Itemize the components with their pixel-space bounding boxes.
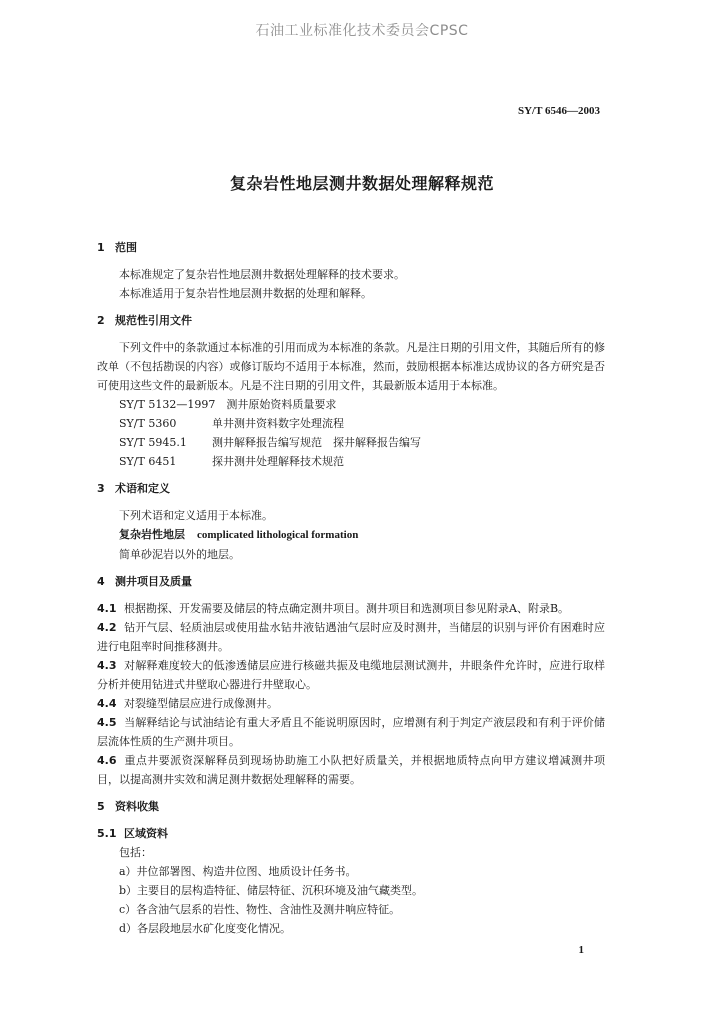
paragraph: 本标准规定了复杂岩性地层测井数据处理解释的技术要求。 (119, 268, 405, 281)
clause (97, 656, 605, 694)
reference-name: 探井测井处理解释技术规范 (212, 455, 344, 468)
section-number: 3 (97, 482, 105, 495)
term-definition: 简单砂泥岩以外的地层。 (119, 548, 240, 561)
list-item: b）主要目的层构造特征、储层特征、沉积环境及油气藏类型。 (119, 884, 424, 897)
section-number: 4 (97, 575, 105, 588)
clause (97, 694, 605, 713)
clause (97, 618, 605, 656)
clause-text: 对裂缝型储层应进行成像测井。 (124, 697, 278, 710)
list-item: a）井位部署图、构造井位图、地质设计任务书。 (119, 865, 357, 878)
subsection-number: 5.1 (97, 827, 117, 840)
clause (97, 713, 605, 751)
watermark: 石油工业标准化技术委员会CPSC (255, 23, 469, 39)
clause-number: 4.1 (97, 602, 117, 615)
section-terms-definitions (97, 479, 605, 564)
clause-text: 对解释难度较大的低渗透储层应进行核磁共振及电缆地层测试测井，井眼条件允许时，应进行取样分析并使用钻进式井壁取心器进行井壁取心。 (97, 659, 605, 691)
section-number: 1 (97, 241, 105, 254)
section-title: 范围 (115, 241, 137, 254)
section-heading (97, 311, 605, 330)
reference-code: SY/T 5132—1997 (119, 398, 216, 411)
section-data-collection (97, 797, 605, 938)
clause (97, 599, 605, 618)
term-english: complicated lithological formation (197, 529, 359, 541)
reference-item (97, 395, 605, 414)
clause-number: 4.3 (97, 659, 117, 672)
section-title: 资料收集 (115, 800, 159, 813)
section-heading (97, 797, 605, 816)
reference-code: SY/T 6451 (119, 455, 177, 468)
paragraph: 本标准适用于复杂岩性地层测井数据的处理和解释。 (119, 287, 372, 300)
reference-name: 测井解释报告编写规范 探井解释报告编写 (212, 436, 421, 449)
section-scope (97, 238, 605, 303)
clause-text: 钻开气层、轻质油层或使用盐水钻井液钻遇油气层时应及时测井，当储层的识别与评价有困难时应进行电阻率时间推移测井。 (97, 621, 605, 653)
clause (97, 751, 605, 789)
standard-code: SY/T 6546—2003 (517, 105, 600, 117)
document-body (97, 238, 605, 938)
document-title: 复杂岩性地层测井数据处理解释规范 (229, 174, 494, 193)
list-item: d）各层段地层水矿化度变化情况。 (119, 922, 292, 935)
section-heading (97, 572, 605, 591)
reference-name: 测井原始资料质量要求 (226, 398, 337, 411)
subsection-heading (97, 824, 605, 843)
paragraph: 下列文件中的条款通过本标准的引用而成为本标准的条款。凡是注日期的引用文件，其随后所有的修改单（不包括勘误的内容）或修订版均不适用于本标准，然而，鼓励根据本标准达成协议的各方研究是否可使用这些文件的最新版本。凡是不注日期的引用文件，其最新版本适用于本标准。 (97, 341, 605, 392)
reference-item (97, 433, 605, 452)
clause-text: 根据勘探、开发需要及储层的特点确定测井项目。测井项目和选测项目参见附录A、附录B。 (124, 602, 570, 615)
section-title: 测井项目及质量 (115, 575, 192, 588)
section-heading (97, 479, 605, 498)
reference-item (97, 452, 605, 471)
section-logging-items-quality (97, 572, 605, 789)
clause-number: 4.2 (97, 621, 117, 634)
term-entry (97, 525, 605, 545)
section-number: 2 (97, 314, 105, 327)
reference-item (97, 414, 605, 433)
section-heading (97, 238, 605, 257)
section-normative-references (97, 311, 605, 471)
paragraph: 下列术语和定义适用于本标准。 (119, 509, 273, 522)
section-number: 5 (97, 800, 105, 813)
term-chinese: 复杂岩性地层 (119, 528, 185, 541)
clause-number: 4.4 (97, 697, 117, 710)
reference-code: SY/T 5360 (119, 417, 177, 430)
reference-name: 单井测井资料数字处理流程 (212, 417, 344, 430)
section-title: 规范性引用文件 (115, 314, 192, 327)
clause-text: 当解释结论与试油结论有重大矛盾且不能说明原因时，应增测有利于判定产液层段和有利于评价储层流体性质的生产测井项目。 (97, 716, 605, 748)
list-item: c）各含油气层系的岩性、物性、含油性及测井响应特征。 (119, 903, 401, 916)
subsection-title: 区域资料 (124, 827, 168, 840)
paragraph: 包括： (119, 846, 152, 859)
clause-text: 重点井要派资深解释员到现场协助施工小队把好质量关，并根据地质特点向甲方建议增减测井项目，以提高测井实效和满足测井数据处理解释的需要。 (97, 754, 605, 786)
section-title: 术语和定义 (115, 482, 170, 495)
clause-number: 4.6 (97, 754, 117, 767)
reference-code: SY/T 5945.1 (119, 436, 187, 449)
page-number: 1 (578, 944, 584, 956)
clause-number: 4.5 (97, 716, 117, 729)
